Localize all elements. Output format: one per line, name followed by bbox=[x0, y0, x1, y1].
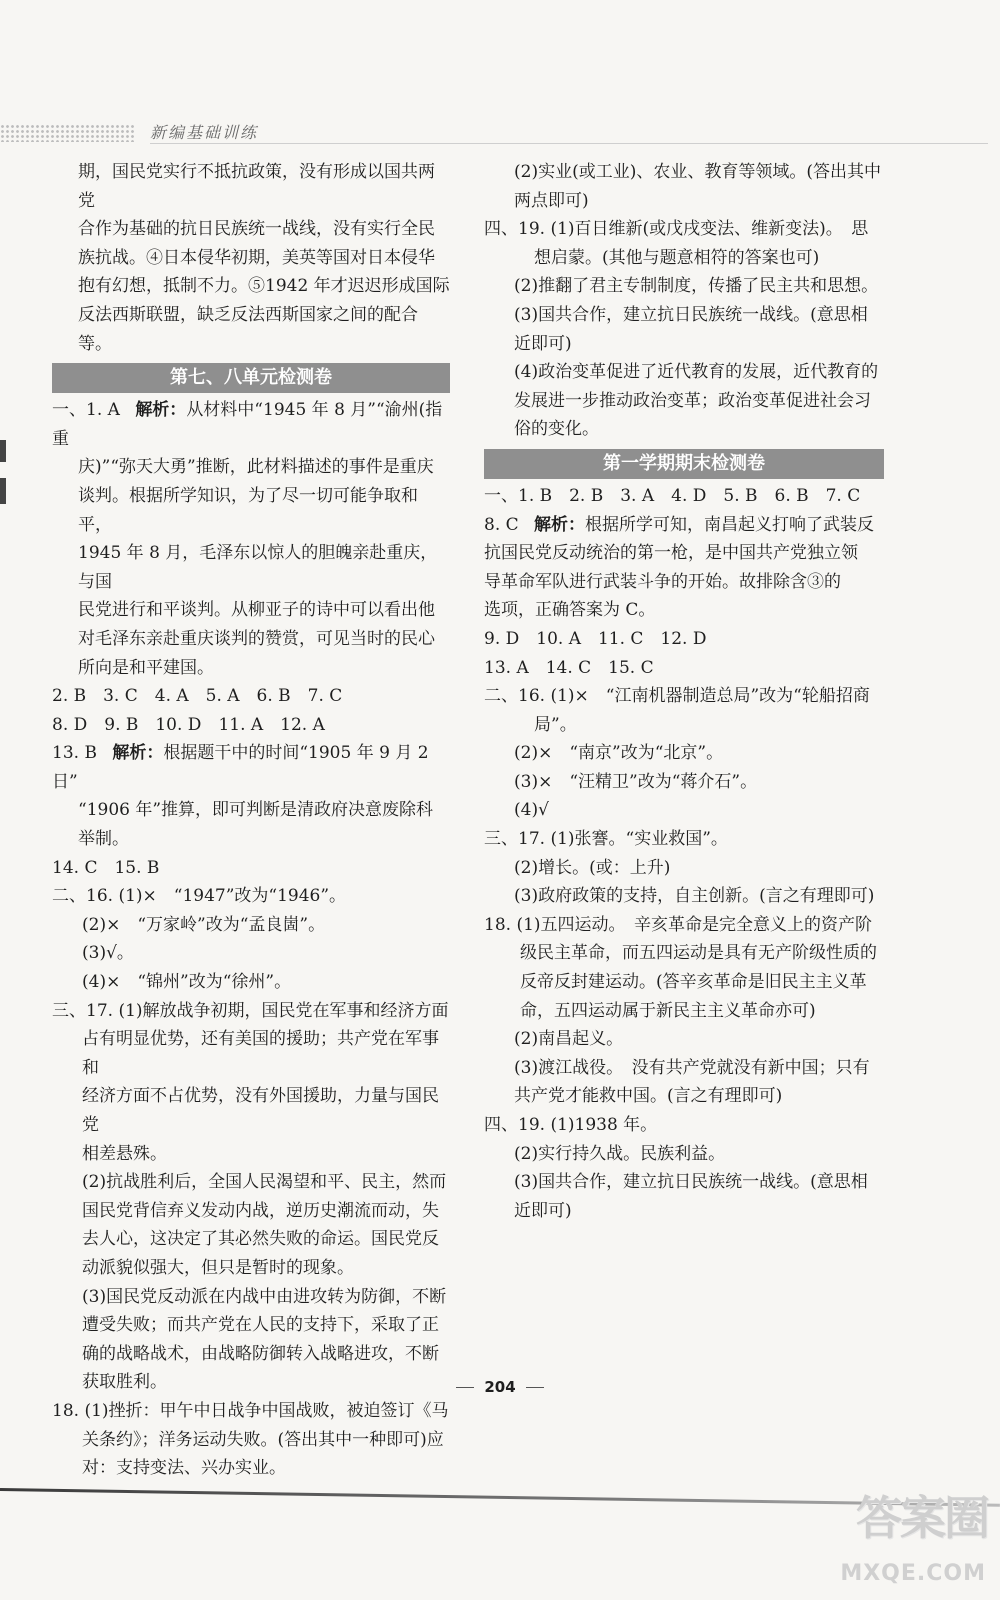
q19-part-3b: (3)国共合作，建立抗日民族统一战线。(意思相近即可) bbox=[514, 1172, 868, 1221]
q1-line: 1945 年 8 月，毛泽东以惊人的胆魄亲赴重庆，与国 bbox=[78, 543, 438, 592]
q17-first-line: 三、17. (1)解放战争初期，国民党在军事和经济方面 bbox=[52, 1000, 449, 1021]
q13-analysis-label: 解析： bbox=[112, 743, 164, 764]
q16-line: (4)√ bbox=[514, 800, 549, 821]
q19-line: 四、19. (1)1938 年。 bbox=[484, 1115, 658, 1135]
mc-answers-13-15: 13. A 14. C 15. C bbox=[484, 657, 654, 678]
header-dot-pattern bbox=[0, 124, 135, 142]
answer-q18: 18. (1)挫折：甲午中日战争中国战败，被迫签订《马关条约》；洋务运动失败。(答出其中一种即可)应对：支持变法、兴办实业。 bbox=[52, 1400, 449, 1479]
q17-line: 占有明显优势，还有美国的援助；共产党在军事和 bbox=[82, 1029, 439, 1078]
page-number bbox=[0, 1378, 1000, 1396]
q16-line: (3)√。 bbox=[82, 943, 134, 964]
watermark-url: MXQE.COM bbox=[840, 1561, 986, 1586]
left-column bbox=[52, 158, 450, 1483]
q16-line: (2)× “南京”改为“北京”。 bbox=[514, 743, 724, 764]
q17-line: 相差悬殊。 bbox=[82, 1143, 167, 1164]
q17-line: 三、17. (1)张謇。“实业救国”。 bbox=[484, 829, 728, 850]
header-rule bbox=[150, 143, 988, 144]
q18-part-1: 18. (1)五四运动。 辛亥革命是完全意义上的资产阶级民主革命，而五四运动是具有无产阶级性质的反帝反封建运动。(答辛亥革命是旧民主主义革命，五四运动属于新民主主义革命亦可) bbox=[484, 914, 877, 1021]
header-title: 新编基础训练 bbox=[150, 123, 259, 142]
q8-analysis-label: 解析： bbox=[534, 514, 586, 535]
q17-part-2: (2)抗战胜利后，全国人民渴望和平、民主，然而国民党背信弃义发动内战，逆历史潮流而动，失去人心，这决定了其必然失败的命运。国民党反动派貌似强大，但只是暂时的现象。 bbox=[82, 1172, 447, 1278]
section-title-unit-7-8: 第七、八单元检测卷 bbox=[52, 363, 450, 393]
q16-line: (2)× “万家岭”改为“孟良崮”。 bbox=[82, 914, 326, 935]
q8-number: 8. C bbox=[484, 514, 519, 535]
page-number-dash-right bbox=[526, 1387, 544, 1388]
q13-line: “1906 年”推算，即可判断是清政府决意废除科 bbox=[78, 800, 434, 821]
watermark-logo: 答案圈 bbox=[856, 1491, 988, 1545]
q19-part-3: (3)国共合作，建立抗日民族统一战线。(意思相近即可) bbox=[514, 304, 868, 354]
q18-part-3: (3)渡江战役。 没有共产党就没有新中国；只有共产党才能救中国。(言之有理即可) bbox=[514, 1057, 870, 1107]
left-edge-mark-2 bbox=[0, 478, 6, 504]
q13-number: 13. B bbox=[52, 743, 97, 764]
q1-number: 一、1. A bbox=[52, 400, 120, 421]
q8-line: 选项，正确答案为 C。 bbox=[484, 600, 656, 621]
q13-line: 举制。 bbox=[78, 829, 129, 850]
q8-line: 抗国民党反动统治的第一枪，是中国共产党独立领 bbox=[484, 543, 858, 564]
q17-line: (3)政府政策的支持，自主创新。(言之有理即可) bbox=[514, 886, 875, 907]
page-number-dash-left bbox=[456, 1387, 474, 1388]
q17-line: 经济方面不占优势，没有外国援助，力量与国民党 bbox=[82, 1086, 439, 1135]
answer-q1 bbox=[52, 396, 450, 453]
left-edge-mark-1 bbox=[0, 440, 6, 462]
q17-part-3: (3)国民党反动派在内战中由进攻转为防御，不断遭受失败；而共产党在人民的支持下，采取了正确的战略战术，由战略防御转入战略进攻，不断获取胜利。 bbox=[82, 1286, 447, 1393]
answer-q8 bbox=[484, 511, 884, 540]
q1-line: 谈判。根据所学知识，为了尽一切可能争取和平， bbox=[78, 485, 418, 535]
q18-part-2: (2)实业(或工业)、农业、教育等领域。(答出其中两点即可) bbox=[514, 162, 881, 211]
q13-first-line: 根据题干中的时间“1905 年 9 月 2 日” bbox=[52, 743, 429, 792]
q1-first-line: 从材料中“1945 年 8 月”“渝州(指重 bbox=[52, 400, 443, 449]
q1-analysis-label: 解析： bbox=[135, 400, 187, 421]
q16-line: 二、16. (1)× “1947”改为“1946”。 bbox=[52, 886, 347, 907]
watermark bbox=[818, 1482, 988, 1592]
q19-part-2: (2)推翻了君主专制制度，传播了民主共和思想。 bbox=[514, 276, 879, 297]
q1-line: 所向是和平建国。 bbox=[78, 657, 214, 678]
mc-answers-2-7: 2. B 3. C 4. A 5. A 6. B 7. C bbox=[52, 686, 343, 707]
intro-line: 合作为基础的抗日民族统一战线，没有实行全民 bbox=[78, 219, 435, 240]
q17-line: (2)增长。(或：上升) bbox=[514, 857, 671, 878]
intro-line: 抱有幻想，抵制不力。⑤1942 年才迟迟形成国际 bbox=[78, 276, 450, 297]
mc-answers-1-7: 一、1. B 2. B 3. A 4. D 5. B 6. B 7. C bbox=[484, 485, 861, 506]
q19-part-1: 四、19. (1)百日维新(或戊戌变法、维新变法)。 思想启蒙。(其他与题意相符的答案也可) bbox=[484, 219, 869, 268]
intro-line: 反法西斯联盟，缺乏反法西斯国家之间的配合等。 bbox=[78, 304, 418, 354]
q1-line: 庆)”“弥天大勇”推断，此材料描述的事件是重庆 bbox=[78, 457, 434, 478]
mc-answers-9-12: 9. D 10. A 11. C 12. D bbox=[484, 628, 707, 649]
page-number-text: 204 bbox=[484, 1378, 516, 1396]
intro-line: 期，国民党实行不抵抗政策，没有形成以国共两党 bbox=[78, 162, 435, 211]
mc-answers-14-15: 14. C 15. B bbox=[52, 857, 160, 878]
q19-part-4: (4)政治变革促进了近代教育的发展，近代教育的发展进一步推动政治变革；政治变革促进社会习俗的变化。 bbox=[514, 362, 879, 440]
q1-line: 民党进行和平谈判。从柳亚子的诗中可以看出他 bbox=[78, 600, 435, 621]
section-title-final-exam: 第一学期期末检测卷 bbox=[484, 449, 884, 479]
q1-line: 对毛泽东亲赴重庆谈判的赞赏，可见当时的民心 bbox=[78, 628, 435, 649]
q16-part-1: 二、16. (1)× “江南机器制造总局”改为“轮船招商局”。 bbox=[484, 686, 870, 735]
q18-part-2b: (2)南昌起义。 bbox=[514, 1029, 624, 1050]
q16-line: (3)× “汪精卫”改为“蒋介石”。 bbox=[514, 771, 758, 792]
mc-answers-8-12: 8. D 9. B 10. D 11. A 12. A bbox=[52, 714, 325, 735]
q8-line: 导革命军队进行武装斗争的开始。故排除含③的 bbox=[484, 571, 841, 592]
page-header bbox=[0, 118, 1000, 148]
q8-first-line: 根据所学可知，南昌起义打响了武装反 bbox=[585, 514, 875, 535]
answer-q13 bbox=[52, 739, 450, 796]
intro-line: 族抗战。④日本侵华初期，美英等国对日本侵华 bbox=[78, 247, 435, 268]
right-column bbox=[484, 158, 884, 1225]
q16-line: (4)× “锦州”改为“徐州”。 bbox=[82, 972, 292, 993]
q19-line: (2)实行持久战。民族利益。 bbox=[514, 1143, 726, 1164]
